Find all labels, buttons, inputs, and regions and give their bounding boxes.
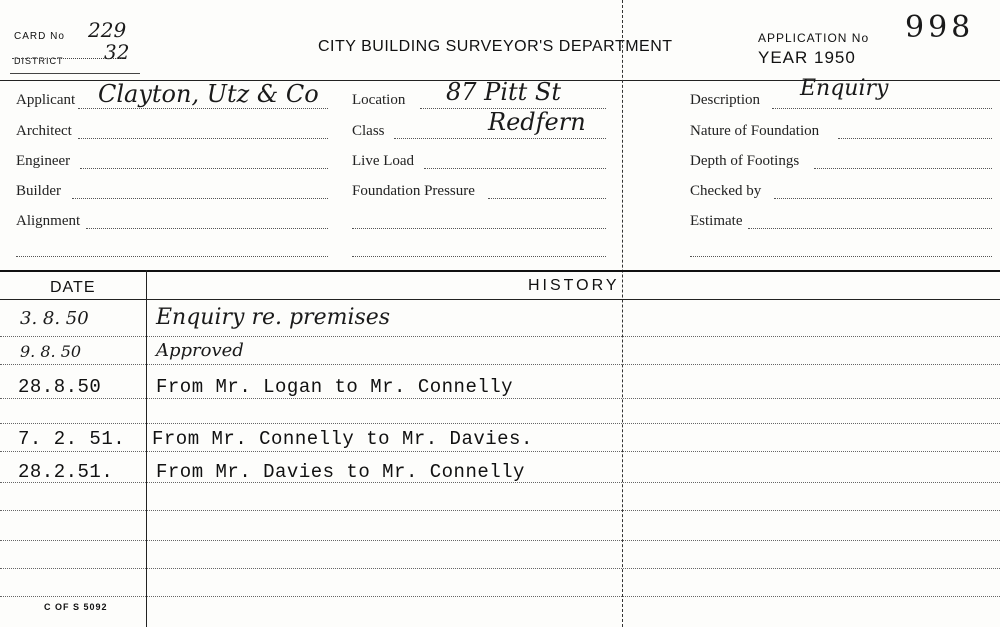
- header-rule-2: [10, 73, 140, 74]
- history-entry: From Mr. Logan to Mr. Connelly: [156, 376, 514, 398]
- checked-by-label: Checked by: [690, 183, 762, 199]
- department-title: CITY BUILDING SURVEYOR'S DEPARTMENT: [318, 38, 673, 55]
- history-date: 9. 8. 50: [20, 342, 82, 361]
- row-line: [0, 596, 1000, 597]
- engineer-line: [80, 168, 328, 169]
- builder-line: [72, 198, 328, 199]
- card-no-label: CARD No: [14, 31, 65, 42]
- history-entry: From Mr. Connelly to Mr. Davies.: [152, 428, 533, 450]
- description-line: [772, 108, 992, 109]
- description-label: Description: [690, 92, 760, 108]
- row-line: [0, 540, 1000, 541]
- right-extra-line: [690, 256, 992, 257]
- middle-extra-line: [352, 228, 606, 229]
- architect-line: [78, 138, 328, 139]
- application-no-label: APPLICATION No: [758, 31, 870, 45]
- row-line: [0, 510, 1000, 511]
- history-date: 3. 8. 50: [20, 308, 89, 329]
- foundation-pressure-line: [488, 198, 606, 199]
- live-load-line: [424, 168, 606, 169]
- row-line: [0, 364, 1000, 365]
- live-load-label: Live Load: [352, 153, 415, 169]
- history-entry: Enquiry re. premises: [156, 305, 391, 330]
- history-header: HISTORY: [528, 277, 620, 294]
- nature-of-foundation-label: Nature of Foundation: [690, 123, 820, 139]
- depth-of-footings-label: Depth of Footings: [690, 153, 800, 169]
- history-header-rule: [0, 299, 1000, 300]
- card-no-value: 229: [88, 18, 127, 42]
- estimate-label: Estimate: [690, 213, 743, 229]
- class-label: Class: [352, 123, 385, 139]
- location-label: Location: [352, 92, 406, 108]
- alignment-line: [86, 228, 328, 229]
- class-line: [394, 138, 606, 139]
- middle-extra-line-2: [352, 256, 606, 257]
- location-value: 87 Pitt St: [446, 78, 561, 106]
- history-date: 7. 2. 51.: [18, 428, 126, 450]
- builder-label: Builder: [16, 183, 61, 199]
- engineer-label: Engineer: [16, 153, 71, 169]
- left-extra-line: [16, 256, 328, 257]
- estimate-line: [748, 228, 992, 229]
- applicant-line: [78, 108, 328, 109]
- class-value: Redfern: [488, 108, 586, 136]
- date-header: DATE: [50, 279, 96, 296]
- fold-line: [622, 0, 623, 627]
- depth-of-footings-line: [814, 168, 992, 169]
- row-line: [0, 423, 1000, 424]
- history-top-rule: [0, 270, 1000, 272]
- history-date: 28.8.50: [18, 376, 102, 398]
- district-value: 32: [104, 40, 130, 64]
- applicant-value: Clayton, Utz & Co: [98, 80, 319, 108]
- row-line: [0, 398, 1000, 399]
- history-entry: Approved: [156, 340, 244, 361]
- checked-by-line: [774, 198, 992, 199]
- foundation-pressure-label: Foundation Pressure: [352, 183, 475, 199]
- alignment-label: Alignment: [16, 213, 81, 229]
- header-rule: [12, 58, 122, 59]
- row-line: [0, 336, 1000, 337]
- history-date: 28.2.51.: [18, 461, 114, 483]
- architect-label: Architect: [16, 123, 72, 139]
- history-entry: From Mr. Davies to Mr. Connelly: [156, 461, 525, 483]
- description-value: Enquiry: [800, 76, 889, 101]
- form-code: C OF S 5092: [44, 602, 108, 612]
- year-label: YEAR 1950: [758, 48, 856, 67]
- applicant-label: Applicant: [16, 92, 76, 108]
- district-label: DISTRICT: [14, 56, 64, 66]
- row-line: [0, 451, 1000, 452]
- nature-of-foundation-line: [838, 138, 992, 139]
- row-line: [0, 568, 1000, 569]
- application-no-value: 998: [905, 10, 975, 45]
- date-column-divider: [146, 270, 147, 627]
